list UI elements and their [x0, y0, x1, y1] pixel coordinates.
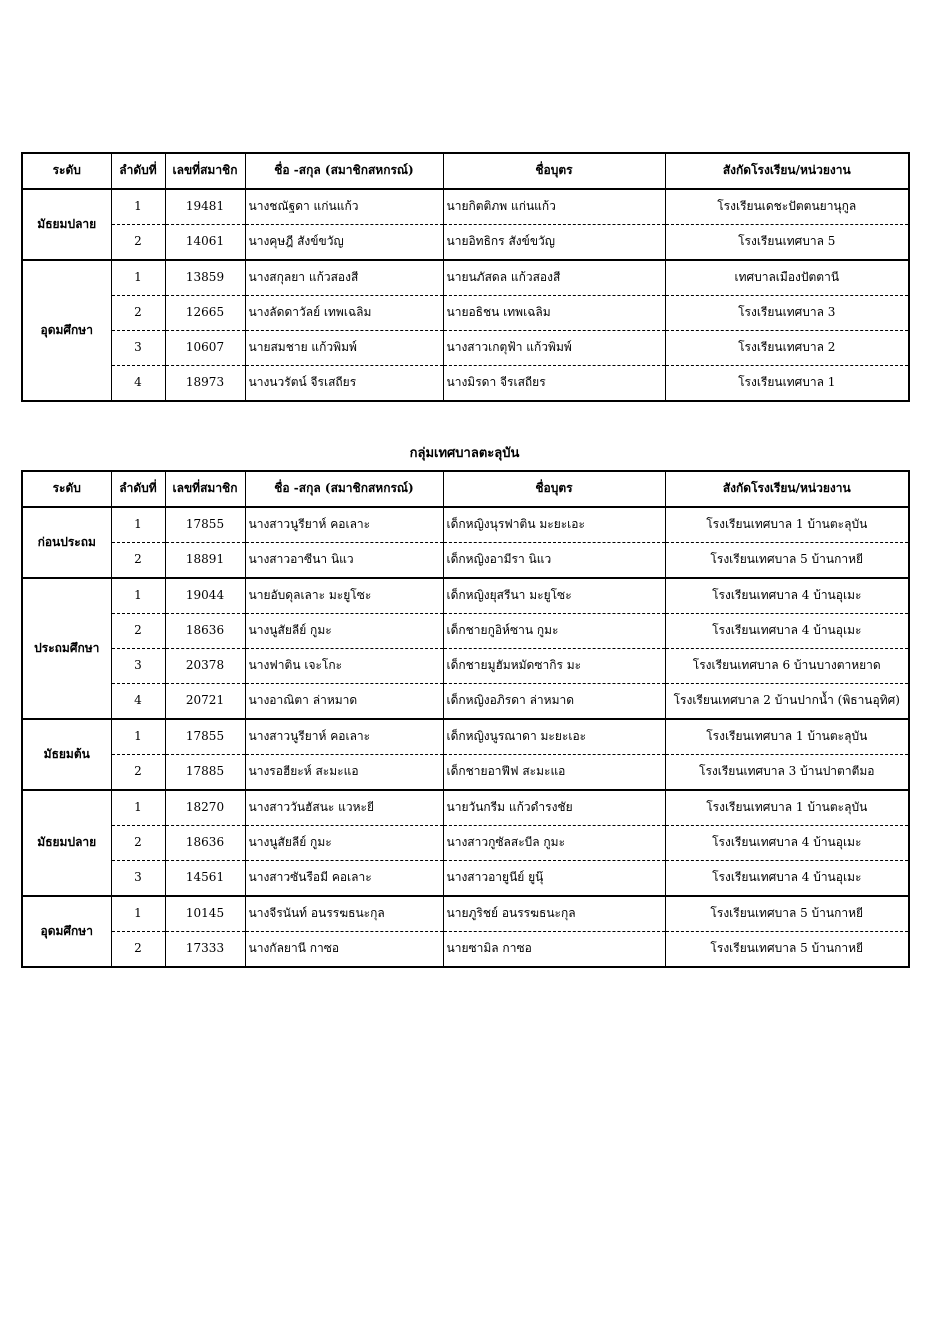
- member-name-cell: นางนูสัยลีย์ กูมะ: [245, 826, 443, 861]
- member-no-cell: 19044: [165, 578, 245, 614]
- table-row: [22, 826, 909, 861]
- order-cell: 1: [111, 578, 165, 614]
- member-name-cell: นายอับดุลเลาะ มะยูโซะ: [245, 578, 443, 614]
- order-cell: 3: [111, 331, 165, 366]
- header-member-no: เลขที่สมาชิก: [165, 153, 245, 189]
- level-cell: มัธยมปลาย: [22, 189, 111, 260]
- section-title: กลุ่มเทศบาลตะลุบัน: [409, 446, 520, 461]
- school-cell: โรงเรียนเทศบาล 5 บ้านกาหยี: [665, 543, 909, 579]
- child-name-cell: นายซามิล กาซอ: [443, 932, 665, 968]
- order-cell: 1: [111, 507, 165, 543]
- school-cell: โรงเรียนเทศบาล 1 บ้านตะลุบัน: [665, 719, 909, 755]
- header-member-no: เลขที่สมาชิก: [165, 471, 245, 507]
- header-school: สังกัดโรงเรียน/หน่วยงาน: [665, 471, 909, 507]
- school-cell: โรงเรียนเทศบาล 3 บ้านปาตาตีมอ: [665, 755, 909, 791]
- header-child-name: ชื่อบุตร: [443, 153, 665, 189]
- table-row: [22, 684, 909, 720]
- school-cell: โรงเรียนเทศบาล 4 บ้านอุเมะ: [665, 614, 909, 649]
- header-order: ลำดับที่: [111, 471, 165, 507]
- level-cell: ก่อนประถม: [22, 507, 111, 578]
- member-name-cell: นางชณัฐดา แก่นแก้ว: [245, 189, 443, 225]
- school-cell: โรงเรียนเทศบาล 2: [665, 331, 909, 366]
- member-no-cell: 18270: [165, 790, 245, 826]
- child-name-cell: เด็กชายมูฮัมหมัดซากิร มะ: [443, 649, 665, 684]
- member-name-cell: นางนูสัยลีย์ กูมะ: [245, 614, 443, 649]
- child-name-cell: นางสาวเกตุฟ้า แก้วพิมพ์: [443, 331, 665, 366]
- header-level: ระดับ: [22, 471, 111, 507]
- child-name-cell: นางสาวกูซัลสะบีล กูมะ: [443, 826, 665, 861]
- school-cell: โรงเรียนเทศบาล 6 บ้านบางตาหยาด: [665, 649, 909, 684]
- member-name-cell: นางสกุลยา แก้วสองสี: [245, 260, 443, 296]
- member-no-cell: 20721: [165, 684, 245, 720]
- member-no-cell: 17855: [165, 507, 245, 543]
- member-no-cell: 14061: [165, 225, 245, 261]
- child-name-cell: นายภูริชย์ อนรรฆธนะกุล: [443, 896, 665, 932]
- header-member-name: ชื่อ -สกุล (สมาชิกสหกรณ์): [245, 153, 443, 189]
- member-no-cell: 10607: [165, 331, 245, 366]
- member-no-cell: 18636: [165, 826, 245, 861]
- order-cell: 3: [111, 861, 165, 897]
- member-no-cell: 20378: [165, 649, 245, 684]
- order-cell: 2: [111, 543, 165, 579]
- school-cell: เทศบาลเมืองปัตตานี: [665, 260, 909, 296]
- member-name-cell: นางคุษฎี สังข์ขวัญ: [245, 225, 443, 261]
- table-body: [22, 507, 909, 967]
- table-row: [22, 507, 909, 543]
- order-cell: 1: [111, 896, 165, 932]
- order-cell: 2: [111, 225, 165, 261]
- member-no-cell: 18891: [165, 543, 245, 579]
- member-name-cell: นางสาวนูรียาห์ คอเลาะ: [245, 719, 443, 755]
- scholarship-table-2: [21, 470, 910, 968]
- order-cell: 2: [111, 755, 165, 791]
- table-row: [22, 366, 909, 402]
- table-row: [22, 649, 909, 684]
- member-name-cell: นางรอฮียะห์ สะมะแอ: [245, 755, 443, 791]
- member-no-cell: 17333: [165, 932, 245, 968]
- table-row: [22, 296, 909, 331]
- table-row: [22, 719, 909, 755]
- member-name-cell: นางสาวอาซีนา นิแว: [245, 543, 443, 579]
- header-level: ระดับ: [22, 153, 111, 189]
- child-name-cell: เด็กหญิงอภิรดา ล่าหมาด: [443, 684, 665, 720]
- order-cell: 2: [111, 614, 165, 649]
- table-row: [22, 189, 909, 225]
- order-cell: 4: [111, 366, 165, 402]
- child-name-cell: นายอิทธิกร สังข์ขวัญ: [443, 225, 665, 261]
- child-name-cell: เด็กชายอาฟีฟ สะมะแอ: [443, 755, 665, 791]
- school-cell: โรงเรียนเทศบาล 5 บ้านกาหยี: [665, 896, 909, 932]
- level-cell: มัธยมปลาย: [22, 790, 111, 896]
- school-cell: โรงเรียนเทศบาล 2 บ้านปากน้ำ (พิธานอุทิศ): [665, 684, 909, 720]
- member-name-cell: นางอาณิตา ล่าหมาด: [245, 684, 443, 720]
- order-cell: 2: [111, 296, 165, 331]
- table-header-row: [22, 471, 909, 507]
- header-school: สังกัดโรงเรียน/หน่วยงาน: [665, 153, 909, 189]
- table-row: [22, 755, 909, 791]
- school-cell: โรงเรียนเทศบาล 4 บ้านอุเมะ: [665, 578, 909, 614]
- table-row: [22, 260, 909, 296]
- order-cell: 2: [111, 932, 165, 968]
- level-cell: อุดมศึกษา: [22, 260, 111, 401]
- table-row: [22, 331, 909, 366]
- order-cell: 3: [111, 649, 165, 684]
- school-cell: โรงเรียนเทศบาล 3: [665, 296, 909, 331]
- level-cell: ประถมศึกษา: [22, 578, 111, 719]
- child-name-cell: นายนภัสดล แก้วสองสี: [443, 260, 665, 296]
- member-no-cell: 18636: [165, 614, 245, 649]
- school-cell: โรงเรียนเทศบาล 5 บ้านกาหยี: [665, 932, 909, 968]
- member-name-cell: นางกัลยานี กาซอ: [245, 932, 443, 968]
- school-cell: โรงเรียนเทศบาล 1 บ้านตะลุบัน: [665, 790, 909, 826]
- header-child-name: ชื่อบุตร: [443, 471, 665, 507]
- table-body: [22, 189, 909, 401]
- member-name-cell: นางสาวนูรียาห์ คอเลาะ: [245, 507, 443, 543]
- child-name-cell: นางสาวอายูนีย์ ยูนุ๊: [443, 861, 665, 897]
- header-member-name: ชื่อ -สกุล (สมาชิกสหกรณ์): [245, 471, 443, 507]
- child-name-cell: นายอธิชน เทพเฉลิม: [443, 296, 665, 331]
- child-name-cell: เด็กหญิงยุสรีนา มะยูโซะ: [443, 578, 665, 614]
- table-row: [22, 861, 909, 897]
- member-no-cell: 17885: [165, 755, 245, 791]
- order-cell: 1: [111, 719, 165, 755]
- child-name-cell: เด็กหญิงอามีรา นิแว: [443, 543, 665, 579]
- table-row: [22, 790, 909, 826]
- school-cell: โรงเรียนเทศบาล 4 บ้านอุเมะ: [665, 826, 909, 861]
- member-name-cell: นางฟาติน เจะโกะ: [245, 649, 443, 684]
- member-name-cell: นายสมชาย แก้วพิมพ์: [245, 331, 443, 366]
- member-no-cell: 19481: [165, 189, 245, 225]
- member-name-cell: นางลัดดาวัลย์ เทพเฉลิม: [245, 296, 443, 331]
- order-cell: 1: [111, 260, 165, 296]
- member-no-cell: 18973: [165, 366, 245, 402]
- school-cell: โรงเรียนเทศบาล 5: [665, 225, 909, 261]
- table-row: [22, 543, 909, 579]
- table-header-row: [22, 153, 909, 189]
- order-cell: 1: [111, 189, 165, 225]
- table-row: [22, 614, 909, 649]
- member-name-cell: นางสาววันฮัสนะ แวหะยี: [245, 790, 443, 826]
- member-name-cell: นางนวรัตน์ จีรเสถียร: [245, 366, 443, 402]
- order-cell: 1: [111, 790, 165, 826]
- order-cell: 2: [111, 826, 165, 861]
- level-cell: มัธยมต้น: [22, 719, 111, 790]
- header-order: ลำดับที่: [111, 153, 165, 189]
- member-no-cell: 13859: [165, 260, 245, 296]
- school-cell: โรงเรียนเทศบาล 1: [665, 366, 909, 402]
- child-name-cell: นางมิรดา จีรเสถียร: [443, 366, 665, 402]
- child-name-cell: เด็กชายกูอิห์ซาน กูมะ: [443, 614, 665, 649]
- scholarship-table-1: [21, 152, 910, 402]
- table-row: [22, 896, 909, 932]
- member-no-cell: 17855: [165, 719, 245, 755]
- member-no-cell: 14561: [165, 861, 245, 897]
- table-row: [22, 225, 909, 261]
- member-no-cell: 12665: [165, 296, 245, 331]
- child-name-cell: นายวันกรีม แก้วดำรงชัย: [443, 790, 665, 826]
- level-cell: อุดมศึกษา: [22, 896, 111, 967]
- child-name-cell: เด็กหญิงนุรฟาติน มะยะเอะ: [443, 507, 665, 543]
- table-row: [22, 932, 909, 968]
- member-name-cell: นางจีรนันท์ อนรรฆธนะกุล: [245, 896, 443, 932]
- school-cell: โรงเรียนเทศบาล 4 บ้านอุเมะ: [665, 861, 909, 897]
- order-cell: 4: [111, 684, 165, 720]
- member-name-cell: นางสาวซันรือมี คอเลาะ: [245, 861, 443, 897]
- child-name-cell: นายกิตติภพ แก่นแก้ว: [443, 189, 665, 225]
- school-cell: โรงเรียนเทศบาล 1 บ้านตะลุบัน: [665, 507, 909, 543]
- table-row: [22, 578, 909, 614]
- child-name-cell: เด็กหญิงนูรณาดา มะยะเอะ: [443, 719, 665, 755]
- school-cell: โรงเรียนเดชะปัตตนยานุกูล: [665, 189, 909, 225]
- member-no-cell: 10145: [165, 896, 245, 932]
